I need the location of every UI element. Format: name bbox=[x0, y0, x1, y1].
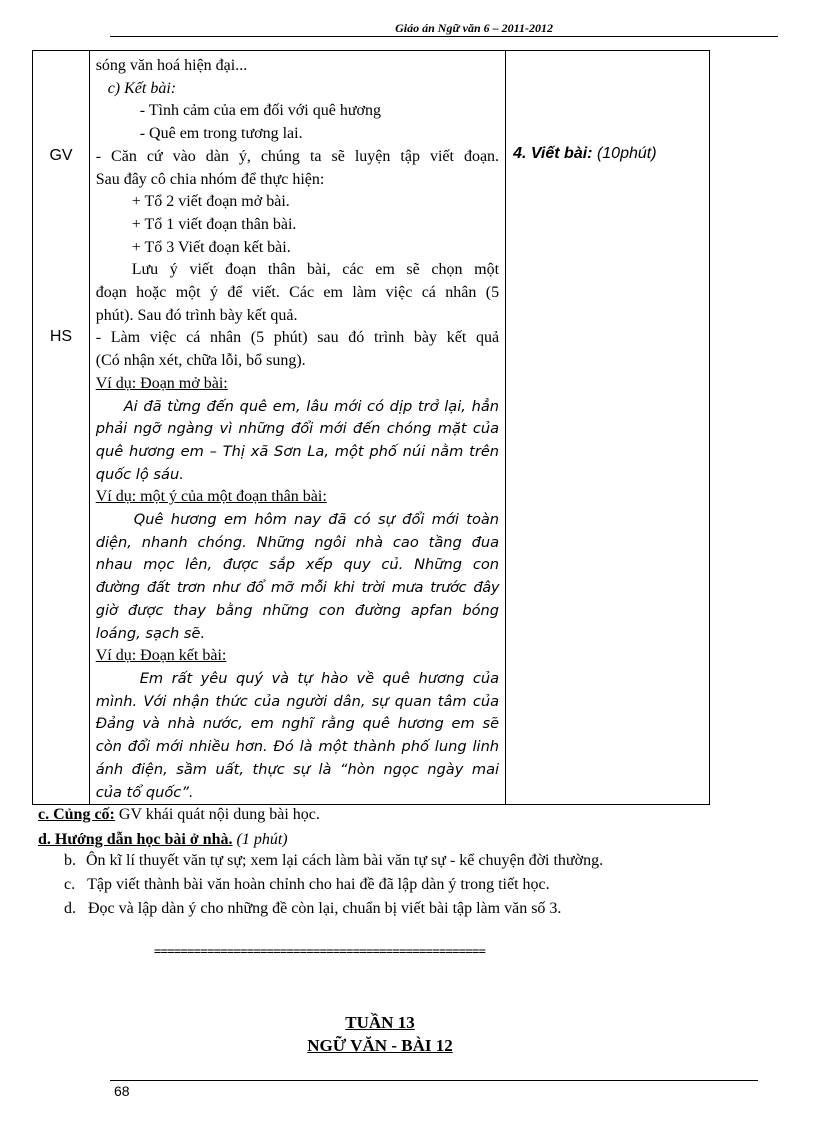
text-line: phải ngỡ ngàng vì những đổi mới đến chóng mặt của bbox=[95, 420, 500, 438]
text-line: (Có nhận xét, chữa lỗi, bổ sung). bbox=[95, 352, 306, 370]
text-line: c) Kết bài: bbox=[107, 79, 177, 97]
role-gv: GV bbox=[49, 147, 73, 164]
text-line: - Tình cảm của em đối với quê hương bbox=[139, 102, 381, 120]
week-title: TUẦN 13 bbox=[345, 1013, 415, 1032]
role-column bbox=[33, 51, 90, 805]
section-d-note: (1 phút) bbox=[232, 831, 288, 848]
homework-item: c. Tập viết thành bài văn hoàn chỉnh cho hai đề đã lập dàn ý trong tiết học. bbox=[64, 876, 550, 893]
text-line: đường đất trơn như đổ mỡ mỗi khi trời mưa trước đây bbox=[95, 579, 500, 597]
text-line: - Quê em trong tương lai. bbox=[139, 125, 303, 143]
lesson-table bbox=[32, 50, 710, 805]
text-line: Đảng và nhà nước, em nghĩ rằng quê hương em sẽ bbox=[95, 715, 500, 733]
text-line: loáng, sạch sẽ. bbox=[95, 624, 206, 642]
section-d bbox=[38, 829, 288, 852]
text-line: quốc lộ sáu. bbox=[95, 465, 184, 483]
text-line: sóng văn hoá hiện đại... bbox=[95, 57, 248, 74]
text-line: Quê hương em hôm nay đã có sự đổi mới toàn bbox=[133, 511, 500, 529]
text-line: còn đổi mới nhiều hơn. Đó là một thành phố lung linh bbox=[95, 738, 500, 756]
homework-item: b. Ôn kĩ lí thuyết văn tự sự; xem lại cách làm bài văn tự sự - kể chuyện đời thường. bbox=[64, 852, 604, 869]
footer-rule bbox=[110, 1080, 758, 1081]
text-line: + Tổ 3 Viết đoạn kết bài. bbox=[131, 238, 291, 256]
text-line: Lưu ý viết đoạn thân bài, các em sẽ chọn một bbox=[131, 261, 500, 279]
page-header bbox=[110, 20, 778, 37]
text-line: - Căn cứ vào dàn ý, chúng ta sẽ luyện tập viết đoạn. bbox=[95, 147, 500, 165]
example-heading: Ví dụ: một ý của một đoạn thân bài: bbox=[95, 488, 327, 506]
text-line: diện, nhanh chóng. Những ngôi nhà cao tầng đua bbox=[95, 533, 500, 551]
text-line: phút). Sau đó trình bày kết quả. bbox=[95, 306, 298, 324]
text-line: Ai đã từng đến quê em, lâu mới có dịp trở lại, hẳn bbox=[123, 397, 500, 415]
text-line: của tổ quốc”. bbox=[95, 783, 194, 801]
text-line: giờ được thay bằng những con đường apfan bóng bbox=[95, 601, 500, 619]
section-c bbox=[38, 804, 320, 827]
activity-time: (10phút) bbox=[596, 145, 657, 162]
homework-item: d. Đọc và lập dàn ý cho những đề còn lại, chuẩn bị viết bài tập làm văn số 3. bbox=[64, 900, 562, 917]
section-d-label: d. Hướng dẫn học bài ở nhà. bbox=[38, 831, 233, 848]
activity-column bbox=[506, 51, 710, 805]
text-line: Em rất yêu quý và tự hào về quê hương của bbox=[139, 669, 500, 687]
content-column bbox=[89, 51, 505, 805]
role-hs: HS bbox=[49, 328, 73, 345]
text-line: mình. Với nhận thức của người dân, sự quan tâm của bbox=[95, 692, 500, 710]
text-line: quê hương em – Thị xã Sơn La, một phố núi nằm trên bbox=[95, 442, 500, 460]
text-line: + Tổ 1 viết đoạn thân bài. bbox=[131, 215, 297, 233]
activity-label: 4. Viết bài: bbox=[513, 145, 593, 162]
text-line: ánh điện, sầm uất, thực sự là “hòn ngọc ngày mai bbox=[95, 760, 500, 778]
text-line: nhau mọc lên, được sắp xếp quy củ. Những con bbox=[95, 556, 500, 574]
text-line: Sau đây cô chia nhóm để thực hiện: bbox=[95, 170, 325, 188]
section-c-label: c. Củng cố: bbox=[38, 806, 115, 823]
text-line: + Tổ 2 viết đoạn mở bài. bbox=[131, 193, 290, 211]
example-heading: Ví dụ: Đoạn mở bài: bbox=[95, 374, 228, 392]
header-title: Giáo án Ngữ văn 6 – 2011-2012 bbox=[395, 21, 553, 35]
section-c-text: GV khái quát nội dung bài học. bbox=[114, 806, 320, 823]
page-number: 68 bbox=[114, 1083, 130, 1099]
lesson-title: NGỮ VĂN - BÀI 12 bbox=[307, 1036, 453, 1055]
separator: ================================================== bbox=[154, 944, 486, 958]
text-line: đoạn hoặc một ý để viết. Các em làm việc cá nhân (5 bbox=[95, 284, 500, 302]
text-line: - Làm việc cá nhân (5 phút) sau đó trình bày kết quả bbox=[95, 329, 500, 347]
example-heading: Ví dụ: Đoạn kết bài: bbox=[95, 647, 227, 665]
